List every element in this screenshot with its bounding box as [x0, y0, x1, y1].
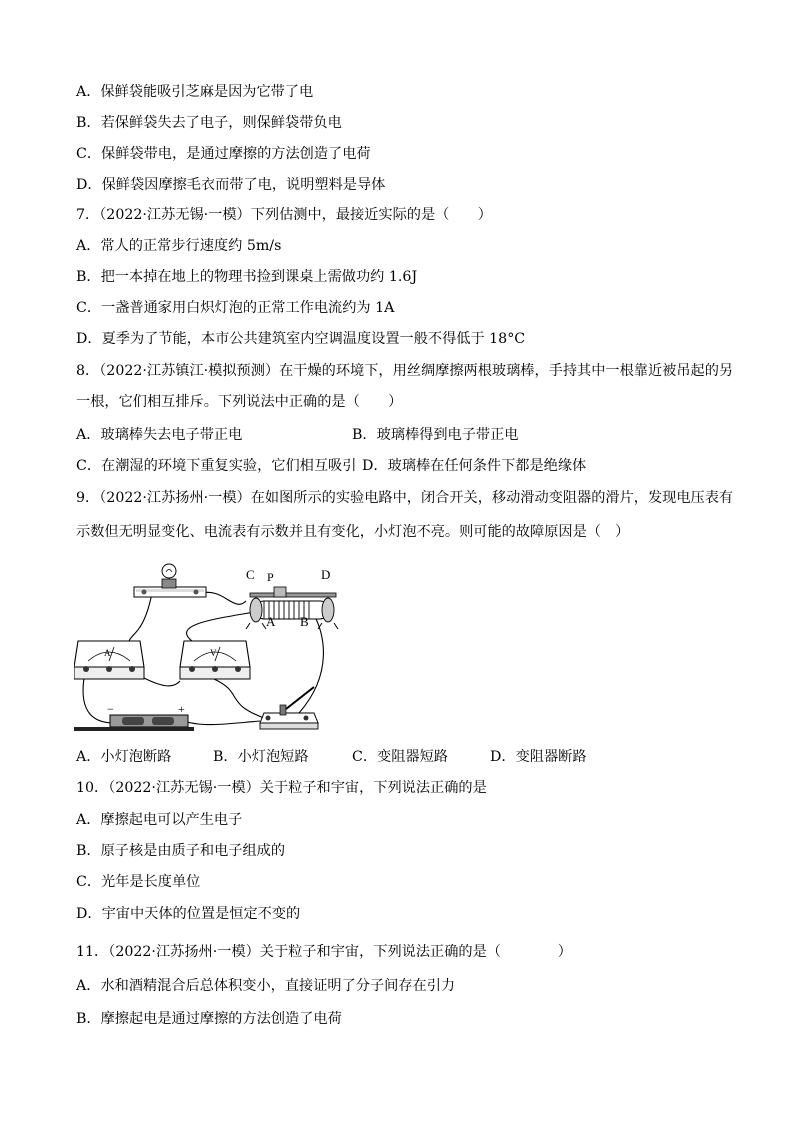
wire-voltmeter-to-switch	[214, 679, 264, 718]
q8-stem-line1: 8．（2022·江苏镇江·模拟预测）在干燥的环境下，用丝绸摩擦两根玻璃棒，手持其中一根靠近被吊起的另	[76, 363, 734, 379]
ammeter-label: A	[104, 648, 111, 658]
circuit-diagram	[74, 563, 364, 735]
rheostat-icon	[246, 587, 338, 629]
label-p: P	[267, 570, 274, 584]
q11-option-b: B．摩擦起电是通过摩擦的方法创造了电荷	[76, 1011, 342, 1027]
wire-lamp-to-rheostat	[202, 592, 246, 604]
q7-option-a: A．常人的正常步行速度约 5m/s	[76, 238, 282, 254]
wire-rheostat-to-switch	[299, 615, 323, 713]
q7-option-c: C．一盏普通家用白炽灯泡的正常工作电流约为 1A	[76, 300, 395, 316]
battery-plus-label: +	[178, 702, 185, 716]
wire-battery-to-switch	[184, 721, 260, 725]
q8-stem-line2: 一根，它们相互排斥。下列说法中正确的是（ ）	[76, 394, 403, 410]
q6-option-a: A．保鲜袋能吸引芝麻是因为它带了电	[76, 84, 314, 100]
label-c: C	[246, 567, 255, 582]
q11-option-a: A．水和酒精混合后总体积变小，直接证明了分子间存在引力	[76, 978, 456, 994]
q8-option-d: D．玻璃棒在任何条件下都是绝缘体	[362, 458, 587, 474]
circuit-figure	[74, 563, 364, 735]
q6-option-c: C．保鲜袋带电，是通过摩擦的方法创造了电荷	[76, 146, 371, 162]
lamp-icon	[134, 564, 206, 597]
q6-option-d: D．保鲜袋因摩擦毛衣而带了电，说明塑料是导体	[76, 177, 386, 193]
battery-icon	[74, 715, 194, 731]
q10-stem: 10．（2022·江苏无锡·一模）关于粒子和宇宙，下列说法正确的是	[76, 780, 487, 796]
q10-option-d: D．宇宙中天体的位置是恒定不变的	[76, 906, 301, 922]
ammeter-icon	[74, 641, 144, 679]
q10-option-c: C．光年是长度单位	[76, 874, 201, 890]
q6-option-b: B．若保鲜袋失去了电子，则保鲜袋带负电	[76, 115, 342, 131]
q7-option-d: D．夏季为了节能，本市公共建筑室内空调温度设置一般不得低于 18°C	[76, 331, 526, 347]
label-d: D	[321, 567, 331, 582]
q10-option-a: A．摩擦起电可以产生电子	[76, 812, 243, 828]
wire-ammeter-to-voltmeter	[144, 678, 180, 686]
q9-stem-line1: 9．（2022·江苏扬州·一模）在如图所示的实验电路中，闭合开关，移动滑动变阻器的滑片，发现电压表有	[76, 490, 734, 506]
q8-option-b: B．玻璃棒得到电子带正电	[352, 427, 519, 443]
label-a: A	[266, 614, 276, 629]
q7-stem: 7．（2022·江苏无锡·一模）下列估测中，最接近实际的是（ ）	[76, 207, 492, 223]
q7-option-b: B．把一本掉在地上的物理书捡到课桌上需做功约 1.6J	[76, 269, 418, 285]
battery-minus-label: −	[107, 702, 114, 716]
q10-option-b: B．原子核是由质子和电子组成的	[76, 843, 286, 859]
wire-ammeter-to-battery	[83, 678, 114, 723]
q8-option-c: C．在潮湿的环境下重复实验，它们相互吸引	[76, 458, 357, 474]
voltmeter-label: V	[210, 648, 217, 658]
q9-option-d: D．变阻器断路	[490, 749, 587, 765]
q11-stem: 11．（2022·江苏扬州·一模）关于粒子和宇宙，下列说法正确的是（ ）	[76, 944, 572, 960]
q9-option-b: B．小灯泡短路	[213, 749, 309, 765]
q9-option-c: C．变阻器短路	[352, 749, 448, 765]
switch-icon	[260, 687, 318, 729]
q9-option-a: A．小灯泡断路	[76, 749, 172, 765]
voltmeter-icon	[180, 641, 250, 679]
q9-stem-line2: 示数但无明显变化、电流表有示数并且有变化，小灯泡不亮。则可能的故障原因是（ ）	[76, 524, 630, 540]
label-b: B	[300, 614, 309, 629]
q8-option-a: A．玻璃棒失去电子带正电	[76, 427, 243, 443]
wire-lamp-to-ammeter	[129, 593, 152, 641]
